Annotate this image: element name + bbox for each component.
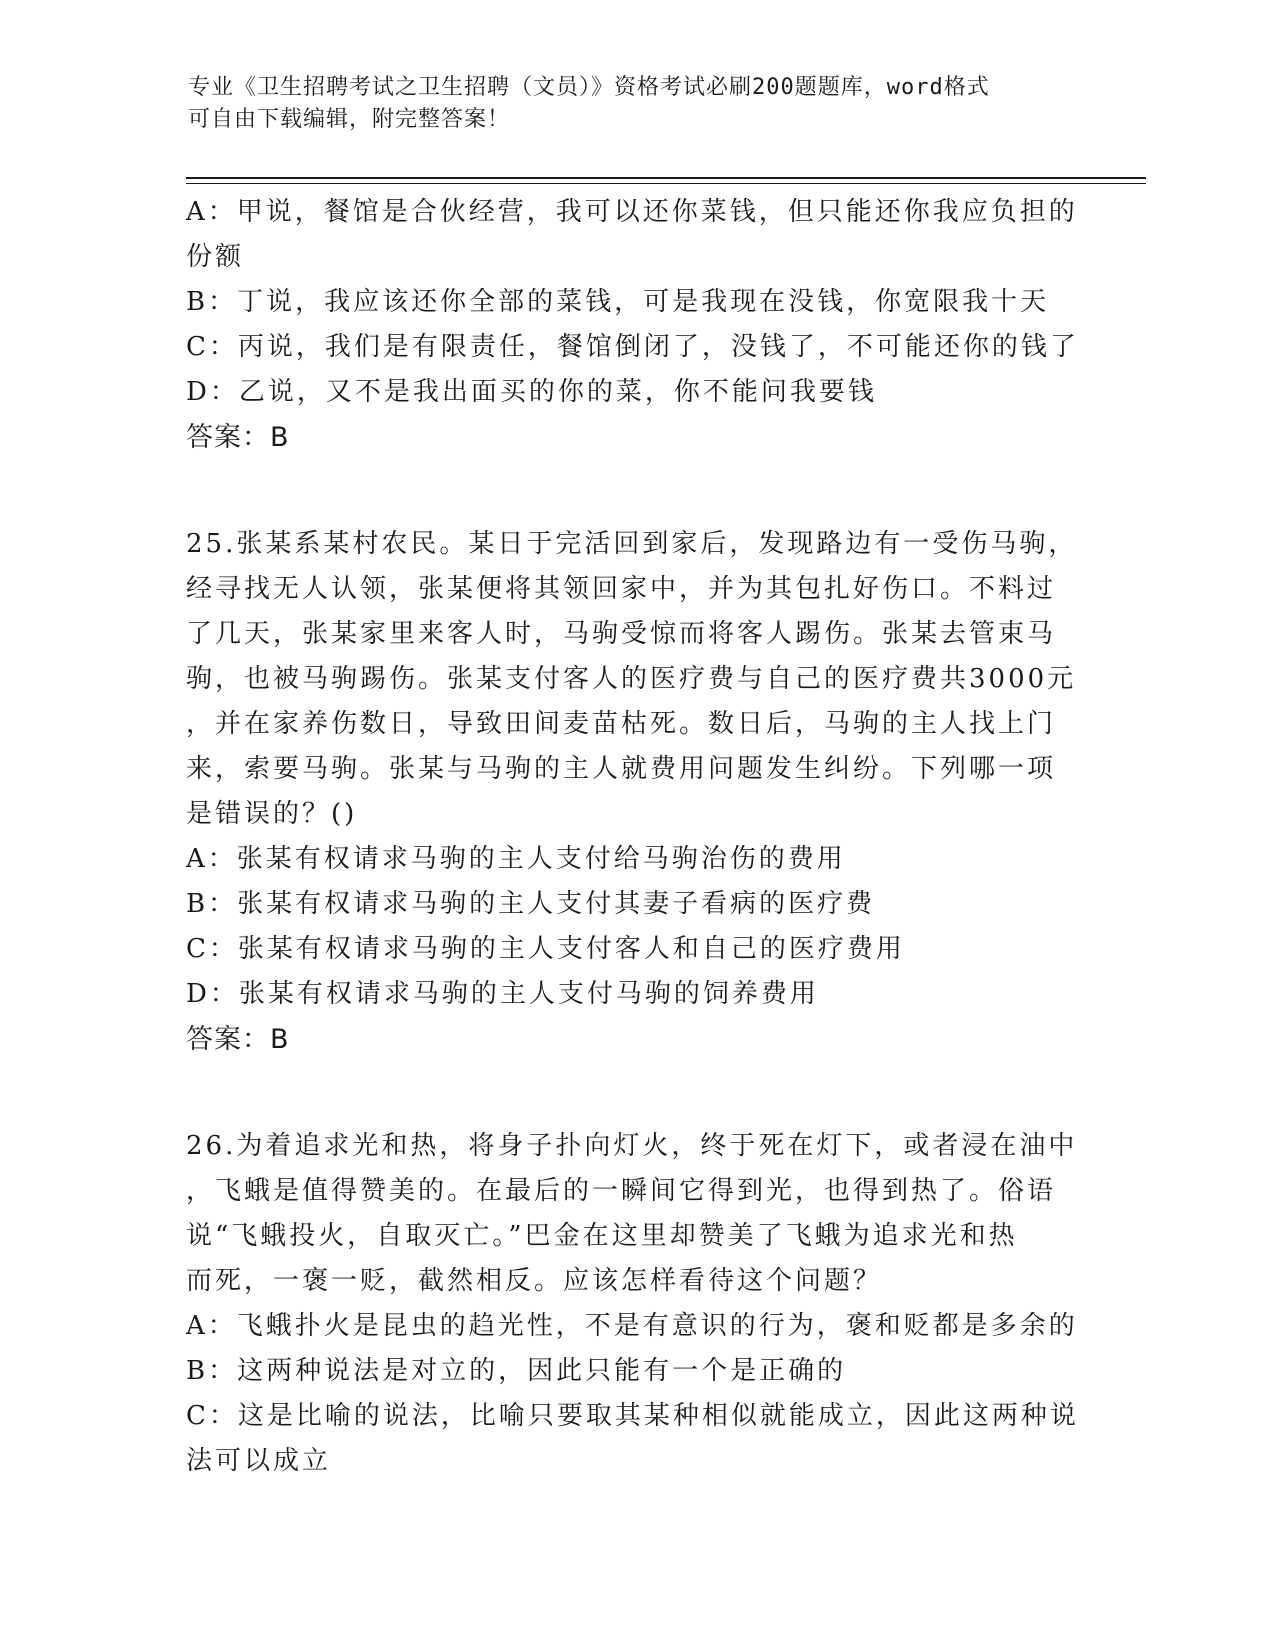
- option-d: D：张某有权请求马驹的主人支付马驹的饲养费用: [186, 979, 819, 1009]
- option-b: B：丁说，我应该还你全部的菜钱，可是我现在没钱，你宽限我十天: [186, 287, 1050, 317]
- question-stem-line: 驹，也被马驹踢伤。张某支付客人的医疗费与自己的医疗费共3000元: [186, 664, 1077, 694]
- option-c-continued: 法可以成立: [186, 1446, 332, 1476]
- spacer: [186, 1062, 1066, 1124]
- question-stem-line: 经寻找无人认领，张某便将其领回家中，并为其包扎好伤口。不料过: [186, 574, 1057, 604]
- question-stem-line: ，飞蛾是值得赞美的。在最后的一瞬间它得到光，也得到热了。俗语: [186, 1176, 1057, 1206]
- question-25: [186, 522, 1078, 1062]
- question-stem-line: 说“飞蛾投火，自取灭亡。”巴金在这里却赞美了飞蛾为追求光和热: [186, 1221, 1018, 1251]
- option-a-continued: 份额: [186, 242, 245, 272]
- question-stem-line: 26.为着追求光和热，将身子扑向灯火，终于死在灯下，或者浸在油中: [186, 1131, 1078, 1161]
- document-header: [188, 72, 1068, 136]
- option-c: C：张某有权请求马驹的主人支付客人和自己的医疗费用: [186, 934, 905, 964]
- option-c: C：这是比喻的说法，比喻只要取其某种相似就能成立，因此这两种说: [186, 1401, 1079, 1431]
- option-d: D：乙说，又不是我出面买的你的菜，你不能问我要钱: [186, 377, 877, 407]
- question-stem-line: 来，索要马驹。张某与马驹的主人就费用问题发生纠纷。下列哪一项: [186, 754, 1057, 784]
- option-b: B：这两种说法是对立的，因此只能有一个是正确的: [186, 1356, 847, 1386]
- question-stem-line: 25.张某系某村农民。某日于完活回到家后，发现路边有一受伤马驹，: [186, 529, 1078, 559]
- answer: 答案：B: [186, 1024, 290, 1055]
- question-26: [186, 1124, 1079, 1484]
- question-stem-line: ，并在家养伤数日，导致田间麦苗枯死。数日后，马驹的主人找上门: [186, 709, 1057, 739]
- question-24: [186, 190, 1079, 460]
- spacer: [186, 460, 1066, 522]
- question-stem-line: 了几天，张某家里来客人时，马驹受惊而将客人踢伤。张某去管束马: [186, 619, 1057, 649]
- header-divider-thin: [186, 183, 1146, 184]
- option-a: A：甲说，餐馆是合伙经营，我可以还你菜钱，但只能还你我应负担的: [186, 197, 1078, 227]
- answer: 答案：B: [186, 422, 290, 453]
- option-c: C：丙说，我们是有限责任，餐馆倒闭了，没钱了，不可能还你的钱了: [186, 332, 1079, 362]
- option-b: B：张某有权请求马驹的主人支付其妻子看病的医疗费: [186, 889, 876, 919]
- option-a: A：飞蛾扑火是昆虫的趋光性，不是有意识的行为，褒和贬都是多余的: [186, 1311, 1078, 1341]
- document-body: [186, 190, 1079, 1484]
- header-line-1: 专业《卫生招聘考试之卫生招聘（文员）》资格考试必刷200题题库，word格式: [188, 75, 990, 100]
- question-stem-line: 是错误的？(): [186, 799, 358, 829]
- header-line-2: 可自由下载编辑，附完整答案！: [188, 107, 511, 132]
- question-stem-line: 而死，一褒一贬，截然相反。应该怎样看待这个问题？: [186, 1266, 883, 1296]
- header-divider-thick: [186, 177, 1146, 179]
- option-a: A：张某有权请求马驹的主人支付给马驹治伤的费用: [186, 844, 846, 874]
